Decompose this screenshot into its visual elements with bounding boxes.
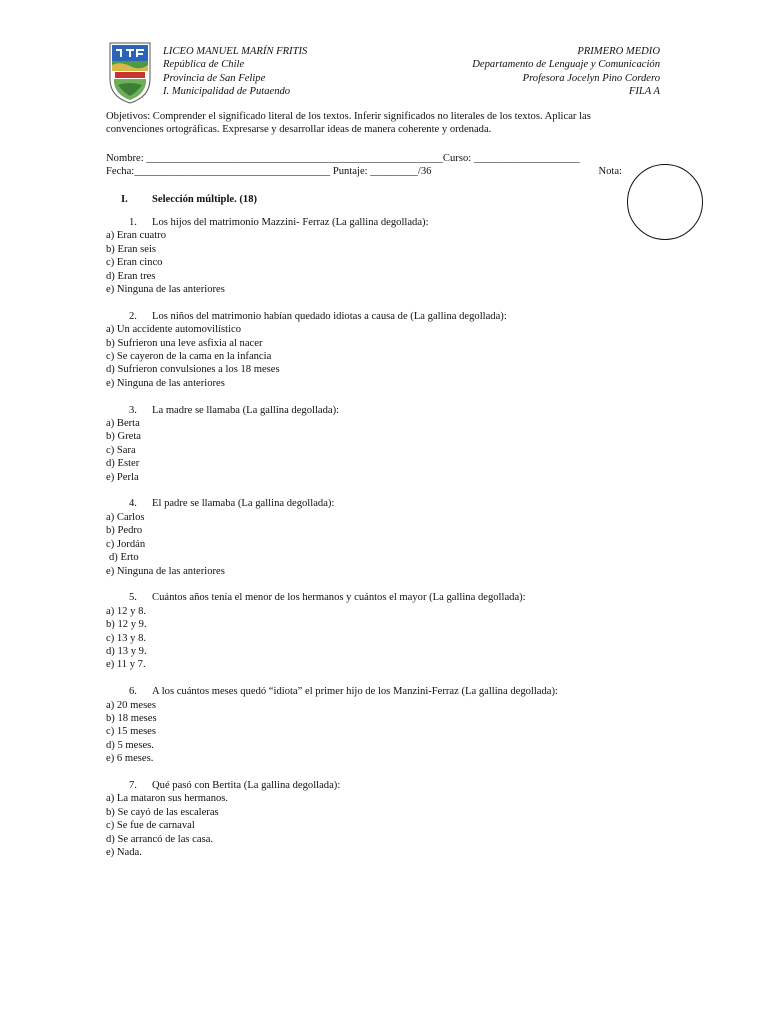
objectives-paragraph: Objetivos: Comprender el significado literal de los textos. Inferir significados no literales de los textos. Aplicar las convenciones ortográficas. Expresarse y desarrollar ideas de manera coherente y ordenada. [106,111,591,136]
grade-circle[interactable] [627,164,703,240]
date-score-text[interactable]: Fecha:_____________________________________ Puntaje: _________/36 [106,166,432,177]
option-c[interactable]: c) Sara [106,444,136,456]
option-c[interactable]: c) Se cayeron de la cama en la infancia [106,351,272,363]
question-4 [106,497,626,577]
option-c[interactable]: c) 15 meses [106,726,157,738]
question-number: 3. [129,404,137,416]
section-number: I. [121,194,128,205]
option-b[interactable]: b) Se cayó de las escaleras [106,806,219,818]
option-a[interactable]: a) 20 meses [106,699,157,711]
question-stem [106,685,626,698]
option-e[interactable]: e) Ninguna de las anteriores [106,284,225,296]
question-text: Qué pasó con Bertita (La gallina degollada): [152,779,341,791]
option-d[interactable]: d) Se arrancó de las casa. [106,833,214,845]
question-text: El padre se llamaba (La gallina degollada): [152,498,335,510]
question-stem [106,216,626,229]
option-c[interactable]: c) Jordán [106,538,146,550]
option-e[interactable]: e) 6 meses. [106,753,154,765]
option-c[interactable]: c) 13 y 8. [106,632,147,644]
question-text: A los cuántos meses quedó “idiota” el primer hijo de los Manzini-Ferraz (La gallina degollada): [152,686,558,698]
question-2 [106,310,626,390]
school-name: LICEO MANUEL MARÍN FRITIS [163,46,308,57]
section-title: Selección múltiple. (18) [152,194,258,205]
option-b[interactable]: b) 12 y 9. [106,619,147,631]
teacher: Profesora Jocelyn Pino Cordero [522,72,660,84]
option-c[interactable]: c) Eran cinco [106,257,163,269]
row-label: FILA A [628,86,660,98]
question-number: 2. [129,310,137,322]
option-e[interactable]: e) Ninguna de las anteriores [106,565,225,577]
option-b[interactable]: b) Greta [106,431,141,443]
question-5 [106,591,626,671]
option-a[interactable]: a) Eran cuatro [106,230,166,242]
option-c[interactable]: c) Se fue de carnaval [106,820,195,832]
question-number: 6. [129,686,137,698]
option-d[interactable]: d) 5 meses. [106,739,154,751]
section-heading [121,193,257,206]
question-6 [106,685,626,765]
option-a[interactable]: a) 12 y 8. [106,605,147,617]
option-b[interactable]: b) 18 meses [106,712,157,724]
option-d[interactable]: d) Ester [106,458,140,470]
province: Provincia de San Felipe [163,72,266,84]
grade-label: Nota: [598,166,622,177]
option-e[interactable]: e) Perla [106,471,139,483]
option-e[interactable]: e) Nada. [106,847,142,858]
option-d[interactable]: d) 13 y 9. [106,645,147,657]
option-e[interactable]: e) 11 y 7. [106,659,146,671]
option-d[interactable]: d) Sufrieron convulsiones a los 18 meses [106,364,280,376]
option-e[interactable]: e) Ninguna de las anteriores [106,377,225,389]
question-stem [106,404,626,417]
question-stem [106,591,626,604]
question-text: La madre se llamaba (La gallina degollada): [152,404,340,416]
question-list [106,216,626,873]
question-text: Los niños del matrimonio habían quedado idiotas a causa de (La gallina degollada): [152,310,507,322]
grade-level: PRIMERO MEDIO [577,46,660,57]
option-a[interactable]: a) Berta [106,418,140,430]
school-crest-icon [106,41,154,105]
option-b[interactable]: b) Sufrieron una leve asfixia al nacer [106,337,263,349]
question-1 [106,216,626,296]
name-course-line[interactable]: Nombre: ________________________________________________________Curso: ____________________ [106,153,580,164]
option-b[interactable]: b) Eran seis [106,243,157,255]
question-stem [106,310,626,323]
option-d[interactable]: d) Eran tres [106,270,156,282]
question-number: 4. [129,498,137,510]
option-a[interactable]: a) La mataron sus hermanos. [106,793,229,805]
question-stem [106,497,626,510]
question-number: 1. [129,217,137,228]
course-info [472,45,660,99]
question-number: 7. [129,779,137,791]
question-number: 5. [129,592,137,604]
question-text: Cuántos años tenía el menor de los hermanos y cuántos el mayor (La gallina degollada): [152,592,526,604]
question-3 [106,404,626,484]
option-b[interactable]: b) Pedro [106,525,143,537]
municipality: I. Municipalidad de Putaendo [163,86,291,98]
country: República de Chile [163,59,245,71]
question-stem [106,779,626,792]
option-d[interactable]: d) Erto [109,552,139,564]
option-a[interactable]: a) Carlos [106,511,145,523]
question-7 [106,779,626,859]
question-text: Los hijos del matrimonio Mazzini- Ferraz (La gallina degollada): [152,217,429,228]
department: Departamento de Lenguaje y Comunicación [472,59,660,71]
date-score-line[interactable] [106,165,622,178]
option-a[interactable]: a) Un accidente automovilístico [106,324,242,336]
school-info [163,45,307,99]
